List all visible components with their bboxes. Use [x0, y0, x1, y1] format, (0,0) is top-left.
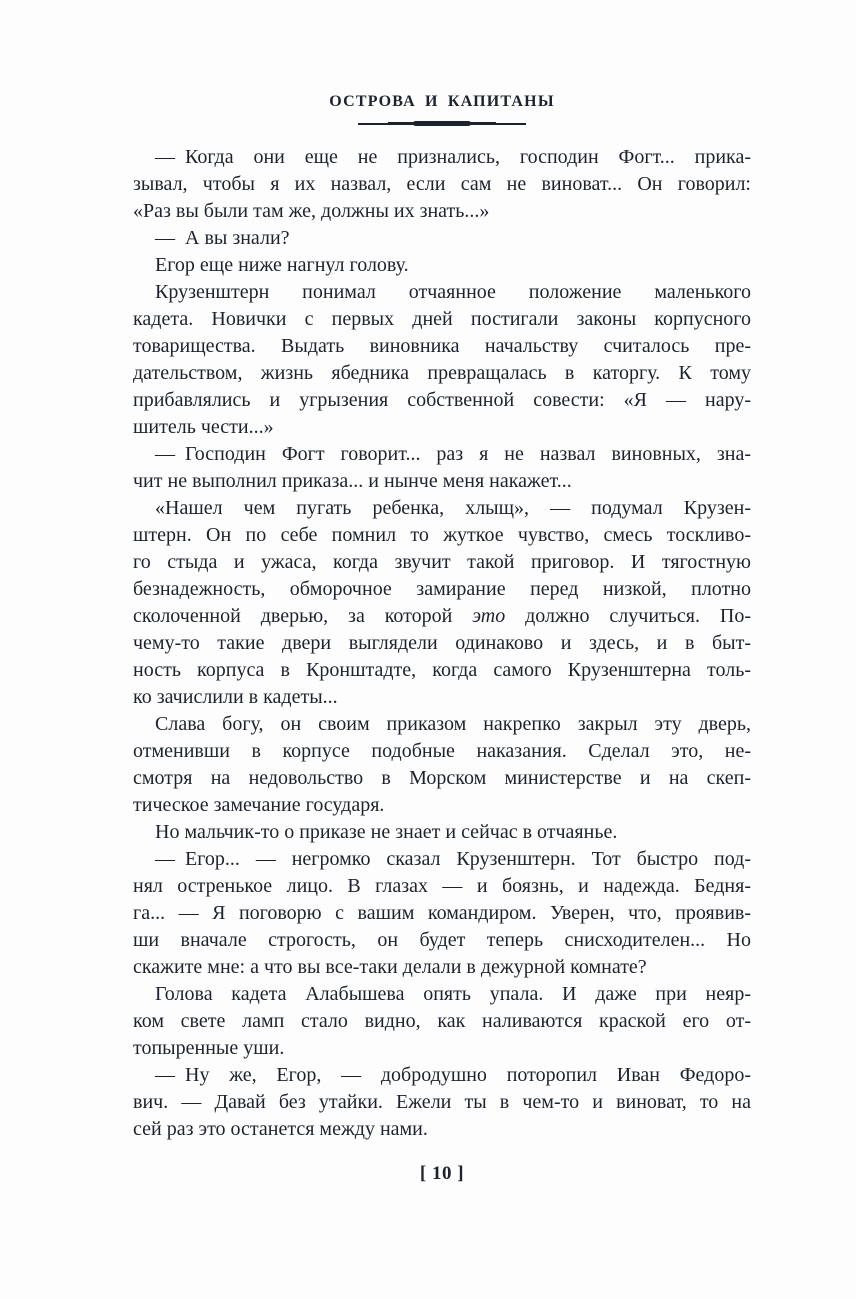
text-segment: сколоченной дверью, за которой [133, 605, 473, 627]
text-line: смотря на недовольство в Морском министерстве и на скеп- [133, 767, 751, 789]
text-line: Но мальчик-то о приказе не знает и сейчас в отчаянье. [155, 821, 618, 843]
text-line: — Ну же, Егор, — добродушно поторопил Иван Федоро- [155, 1064, 751, 1086]
paragraph [133, 441, 751, 495]
text-line: нял остренькое лицо. В глазах — и боязнь, и надежда. Бедня- [133, 875, 751, 897]
divider-ornament [358, 120, 526, 127]
text-line: Крузенштерн понимал отчаянное положение маленького [155, 281, 751, 303]
text-line: — Когда они еще не признались, господин Фогт... прика- [155, 146, 751, 168]
text-line: ность корпуса в Кронштадте, когда самого Крузенштерна толь- [133, 659, 751, 681]
paragraph [133, 279, 751, 441]
text-line: — Господин Фогт говорит... раз я не назвал виновных, зна- [155, 443, 751, 465]
divider-center-bar [413, 121, 471, 127]
paragraph [133, 495, 751, 711]
text-line: безнадежность, обморочное замирание перед низкой, плотно [133, 578, 751, 600]
paragraph [133, 711, 751, 819]
text-line: чему-то такие двери выглядели одинаково и здесь, и в быт- [133, 632, 751, 654]
text-line: га... — Я поговорю с вашим командиром. Уверен, что, проявив- [133, 902, 751, 924]
paragraph [133, 1062, 751, 1143]
text-line: штерн. Он по себе помнил то жуткое чувство, смесь тоскливо- [133, 524, 751, 546]
page-header [133, 94, 751, 127]
text-line: дательством, жизнь ябедника превращалась в каторгу. К тому [133, 362, 751, 384]
running-title: ОСТРОВА И КАПИТАНЫ [329, 93, 555, 110]
paragraph [133, 819, 751, 846]
text-line: шитель чести...» [133, 416, 274, 438]
text-line: го стыда и ужаса, когда звучит такой приговор. И тягостную [133, 551, 751, 573]
paragraph [133, 144, 751, 225]
paragraph [133, 225, 751, 252]
page-footer [133, 1160, 751, 1187]
text-line: товарищества. Выдать виновника начальству считалось пре- [133, 335, 751, 357]
text-line [133, 603, 751, 630]
page-body [133, 144, 751, 1143]
text-line: Егор еще ниже нагнул голову. [155, 254, 409, 276]
text-line: скажите мне: а что вы все-таки делали в дежурной комнате? [133, 956, 647, 978]
text-line: вич. — Давай без утайки. Ежели ты в чем-то и виноват, то на [133, 1091, 751, 1113]
text-line: отменивши в корпусе подобные наказания. Сделал это, не- [133, 740, 751, 762]
emphasized-word: это [472, 605, 506, 627]
paragraph [133, 252, 751, 279]
text-line: прибавлялись и угрызения собственной совести: «Я — нару- [133, 389, 751, 411]
text-line: кадета. Новички с первых дней постигали законы корпусного [133, 308, 751, 330]
text-line: — Егор... — негромко сказал Крузенштерн. Тот быстро под- [155, 848, 751, 870]
page-number: [ 10 ] [419, 1163, 465, 1184]
text-line: зывал, чтобы я их назвал, если сам не виноват... Он говорил: [133, 173, 751, 195]
text-line: — А вы знали? [155, 227, 290, 249]
paragraph [133, 846, 751, 981]
text-line: ком свете ламп стало видно, как наливаются краской его от- [133, 1010, 751, 1032]
text-line: чит не выполнил приказа... и нынче меня накажет... [133, 470, 572, 492]
text-line: Голова кадета Алабышева опять упала. И даже при неяр- [155, 983, 751, 1005]
text-line: ко зачислили в кадеты... [133, 686, 338, 708]
text-line: Слава богу, он своим приказом накрепко закрыл эту дверь, [155, 713, 751, 735]
paragraph [133, 981, 751, 1062]
text-line: топыренные уши. [133, 1037, 285, 1059]
text-segment: должно случиться. По- [505, 605, 751, 627]
text-line: ши вначале строгость, он будет теперь снисходителен... Но [133, 929, 751, 951]
text-line: тическое замечание государя. [133, 794, 385, 816]
text-line: «Нашел чем пугать ребенка, хлыщ», — подумал Крузен- [155, 497, 751, 519]
text-line: сей раз это останется между нами. [133, 1118, 428, 1140]
text-line: «Раз вы были там же, должны их знать...» [133, 200, 490, 222]
